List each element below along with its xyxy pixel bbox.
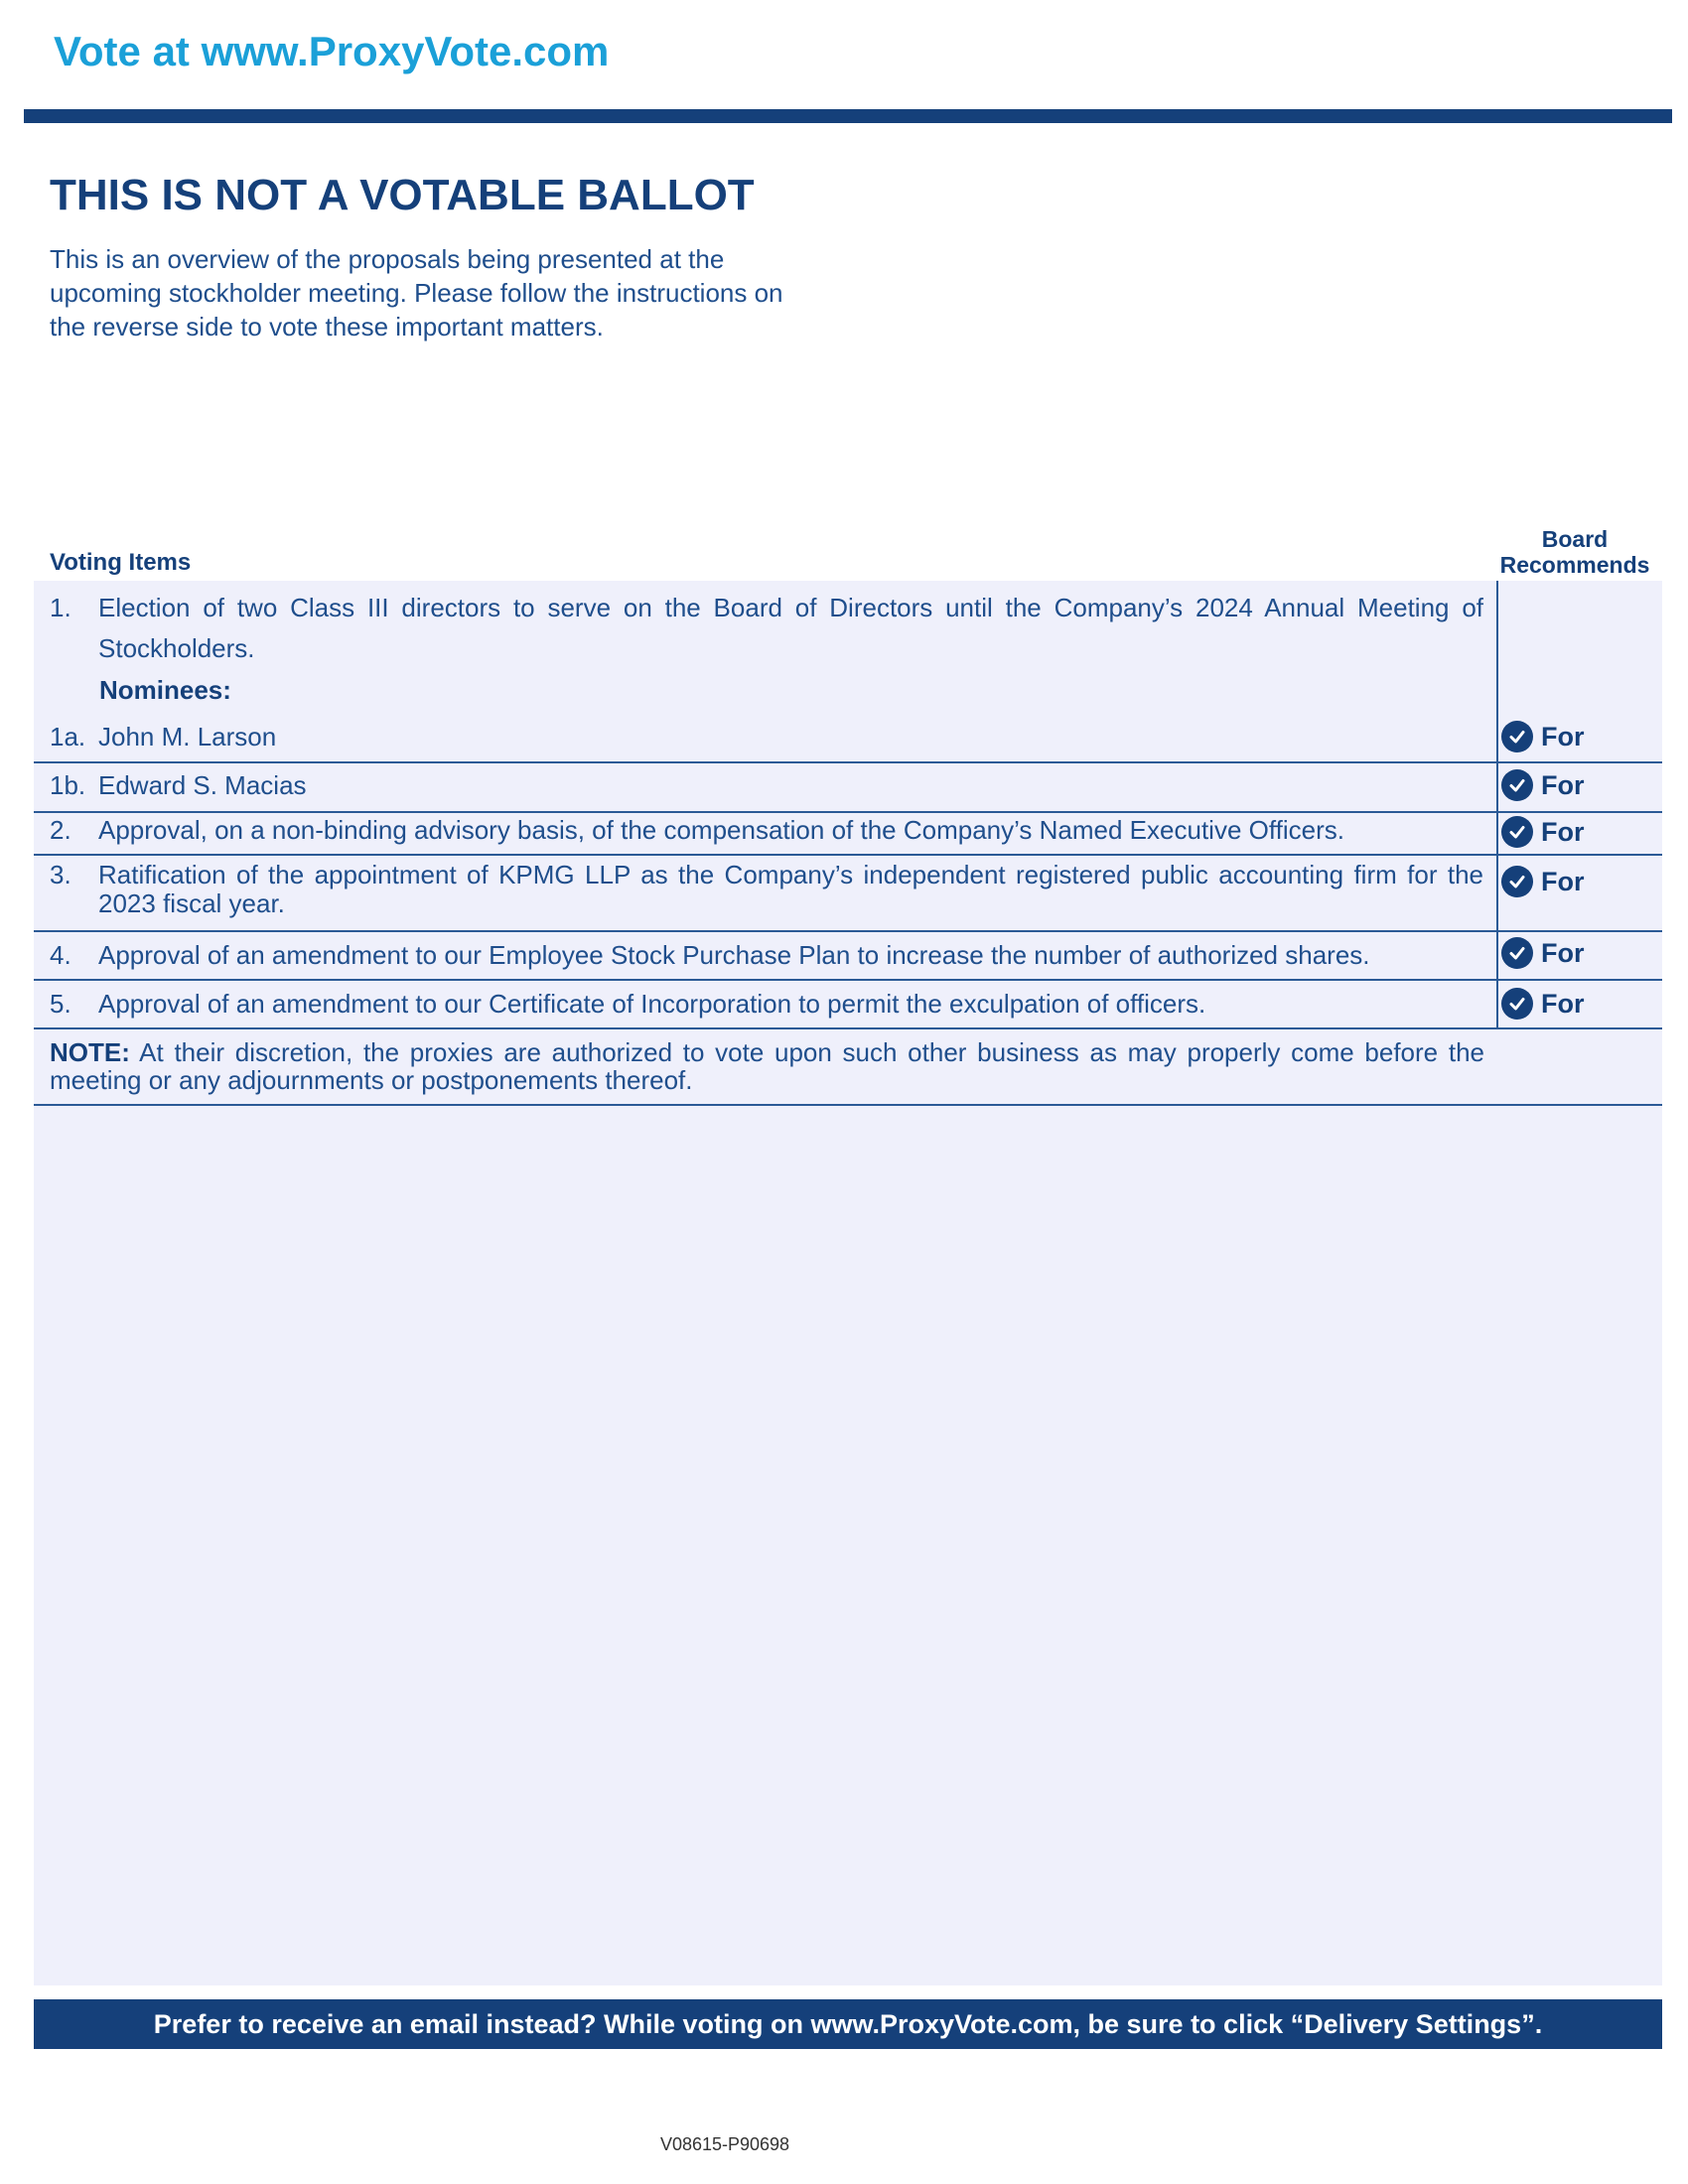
intro-text: [50, 242, 854, 343]
check-circle-icon: [1501, 769, 1533, 801]
intro-line: This is an overview of the proposals being presented at the: [50, 244, 725, 274]
row-divider: [34, 930, 1662, 932]
recommendation-label: For: [1541, 866, 1585, 896]
page-title: THIS IS NOT A VOTABLE BALLOT: [50, 171, 755, 219]
note-text: [50, 1038, 1484, 1094]
header-rule: [24, 109, 1672, 123]
row-divider: [34, 854, 1662, 856]
item-text: Approval of an amendment to our Employee Stock Purchase Plan to increase the number of authorized shares.: [98, 940, 1370, 970]
row-divider: [34, 1027, 1662, 1029]
delivery-settings-banner: [34, 1999, 1662, 2049]
note-label: NOTE:: [50, 1037, 130, 1067]
delivery-settings-text: Prefer to receive an email instead? While voting on www.ProxyVote.com, be sure to click “Delivery Settings”.: [153, 2008, 1543, 2039]
item-text: Ratification of the appointment of KPMG LLP as the Company’s independent registered public accounting firm for the 2023 fiscal year.: [98, 860, 1483, 918]
recommendation-4: [1501, 935, 1585, 971]
item-number: 1.: [50, 593, 71, 622]
item-number: 1a.: [50, 722, 86, 751]
recommendation-label: For: [1541, 937, 1585, 968]
check-circle-icon: [1501, 937, 1533, 969]
row-divider: [34, 761, 1662, 763]
item-text: Approval of an amendment to our Certificate of Incorporation to permit the exculpation of officers.: [98, 989, 1206, 1019]
intro-line: upcoming stockholder meeting. Please follow the instructions on: [50, 278, 783, 308]
item-text: Edward S. Macias: [98, 770, 307, 800]
board-header-line: Board: [1541, 526, 1609, 552]
recommendation-1a: [1501, 719, 1585, 754]
row-divider: [34, 979, 1662, 981]
item-number: 1b.: [50, 770, 86, 800]
check-circle-icon: [1501, 866, 1533, 897]
item-text: John M. Larson: [98, 722, 277, 751]
item-number: 5.: [50, 989, 71, 1019]
recommendation-label: For: [1541, 769, 1585, 800]
table-bottom-rule: [34, 1104, 1662, 1106]
row-divider: [34, 811, 1662, 813]
recommendation-1b: [1501, 767, 1585, 803]
intro-line: the reverse side to vote these important matters.: [50, 312, 604, 341]
nominees-label: Nominees:: [99, 675, 231, 705]
recommendation-label: For: [1541, 988, 1585, 1019]
voting-items-header: Voting Items: [50, 549, 192, 576]
check-circle-icon: [1501, 721, 1533, 752]
note-body: At their discretion, the proxies are authorized to vote upon such other business as may properly come before the meeting or any adjournments or postponements thereof.: [50, 1037, 1484, 1095]
item-number: 4.: [50, 940, 71, 970]
recommendation-5: [1501, 986, 1585, 1022]
item-text: Election of two Class III directors to serve on the Board of Directors until the Company’s 2024 Annual Meeting of Stockholders.: [98, 593, 1483, 663]
item-number: 3.: [50, 860, 71, 889]
recommendation-3: [1501, 864, 1585, 899]
recommendation-label: For: [1541, 721, 1585, 751]
board-header-line: Recommends: [1499, 552, 1650, 578]
column-divider: [1496, 581, 1498, 1027]
check-circle-icon: [1501, 816, 1533, 848]
item-number: 2.: [50, 815, 71, 845]
board-recommends-header: [1492, 526, 1657, 578]
check-circle-icon: [1501, 988, 1533, 1020]
recommendation-label: For: [1541, 816, 1585, 847]
proxyvote-header-link[interactable]: Vote at www.ProxyVote.com: [54, 28, 610, 74]
item-text: Approval, on a non-binding advisory basis, of the compensation of the Company’s Named Executive Officers.: [98, 815, 1344, 845]
document-code: V08615-P90698: [659, 2134, 790, 2154]
recommendation-2: [1501, 814, 1585, 850]
